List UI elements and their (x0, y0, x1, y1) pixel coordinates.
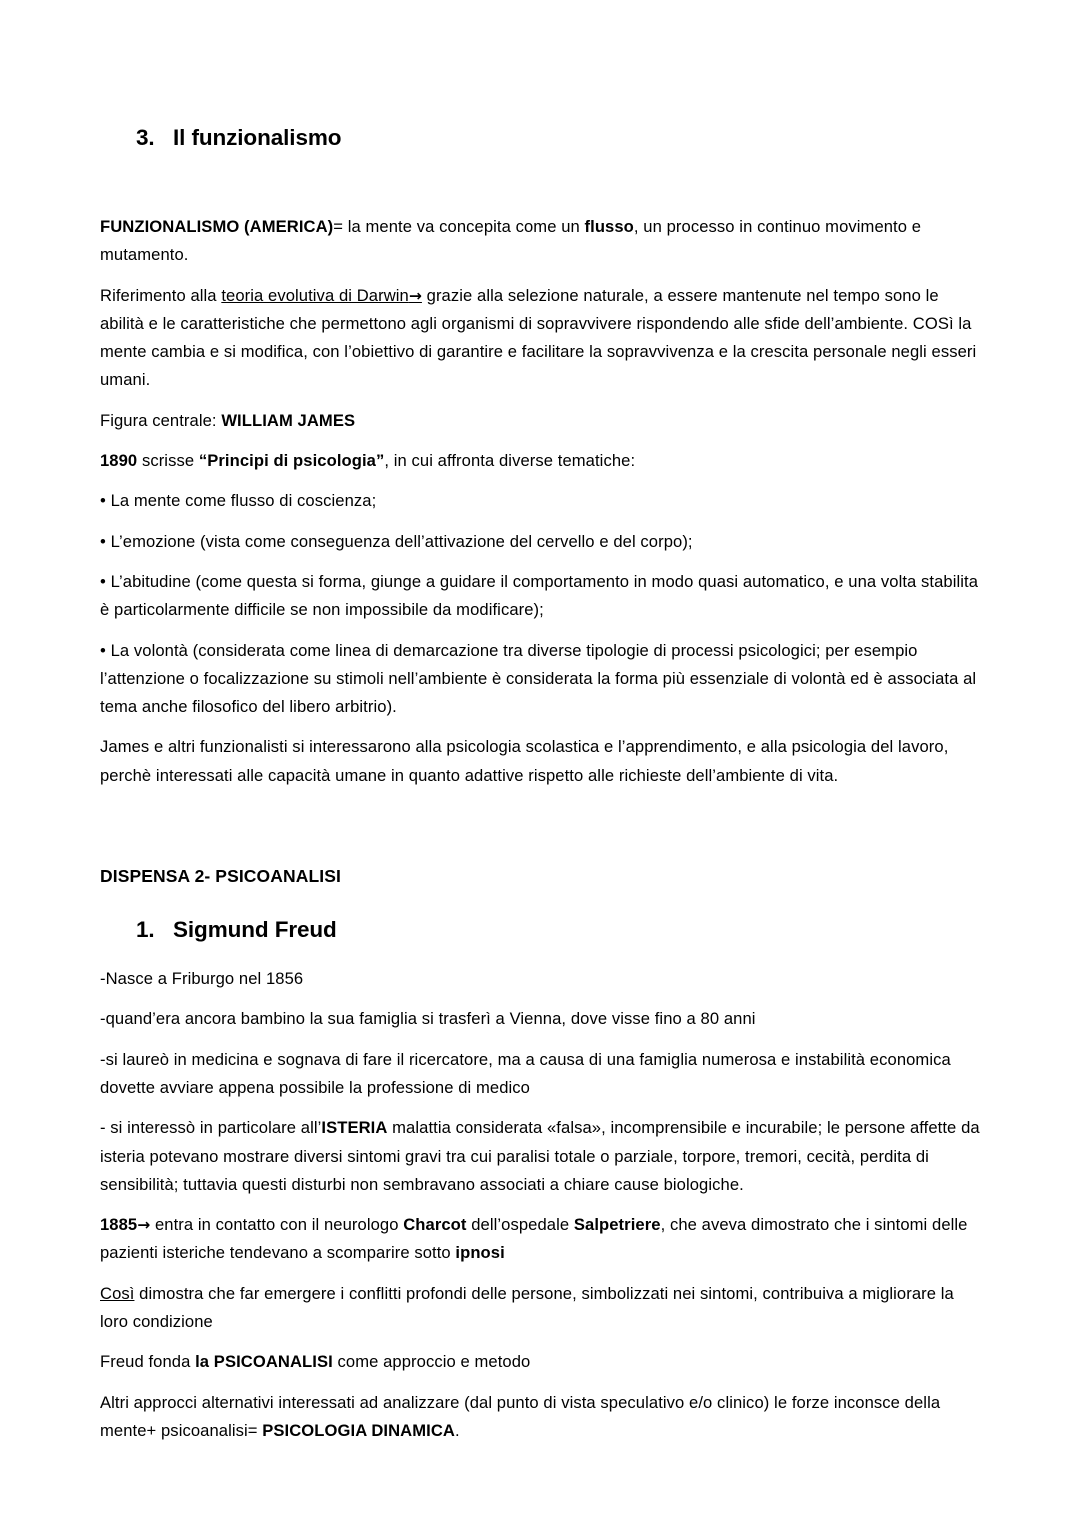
heading-text: Sigmund Freud (173, 917, 337, 943)
paragraph-darwin (100, 282, 980, 395)
underlined-cosi: Così (100, 1283, 135, 1303)
name-salpetriere: Salpetriere (573, 1215, 661, 1235)
paragraph-1890 (100, 447, 980, 475)
text-altri-lead: Altri approcci alternativi interessati ad analizzare (dal punto di vista speculativo e/o clinico) le forze inconsce della mente+ psicoanalisi= (100, 1392, 941, 1440)
heading-dispensa-2: DISPENSA 2- PSICOANALISI (100, 866, 341, 887)
name-william-james: WILLIAM JAMES (221, 410, 356, 430)
text-isteria-lead: - si interessò in particolare all’ (100, 1118, 322, 1138)
text-funzionalismo-part1: = la mente va concepita come un (333, 217, 585, 236)
heading-text: Il funzionalismo (173, 125, 342, 150)
title-principi-di-psicologia: “Principi di psicologia” (198, 451, 385, 471)
paragraph-funzionalismo-definizione (100, 213, 980, 270)
term-isteria: ISTERIA (321, 1118, 388, 1138)
text-darwin-lead: Riferimento alla (100, 285, 222, 305)
paragraph-figura-centrale (100, 407, 980, 435)
heading-sigmund-freud (136, 917, 980, 943)
term-funzionalismo-america: FUNZIONALISMO (AMERICA) (100, 217, 334, 236)
text-altri-end: . (454, 1420, 460, 1440)
heading-number: 3. (136, 125, 155, 150)
paragraph-freud-fonda-psicoanalisi (100, 1348, 980, 1376)
list-item-emozione: • L’emozione (vista come conseguenza dell’attivazione del cervello e del corpo); (100, 531, 693, 551)
paragraph-freud-laurea: -si laureò in medicina e sognava di fare il ricercatore, ma a causa di una famiglia numerosa e instabilità economica dovette avviare appena possibile la professione di medico (100, 1049, 951, 1097)
term-la-psicoanalisi: la PSICOANALISI (195, 1352, 333, 1372)
list-item-volonta: • La volontà (considerata come linea di demarcazione tra diverse tipologie di processi psicologici; per esempio l’attenzione o focalizzazione su stimoli nell’ambiente è considerata la forma più essenziale di volontà ed è associata al tema anche filosofico del libero arbitrio). (100, 640, 977, 717)
term-psicologia-dinamica: PSICOLOGIA DINAMICA (262, 1420, 455, 1440)
list-item-mente-flusso: • La mente come flusso di coscienza; (100, 491, 377, 511)
arrow-icon: → (408, 286, 422, 305)
list-item-abitudine: • L’abitudine (come questa si forma, giunge a guidare il comportamento in modo quasi automatico, e una volta stabilita è particolarmente difficile se non impossibile da modificare); (100, 571, 979, 620)
term-flusso: flusso (584, 217, 634, 236)
underlined-teoria-evolutiva-darwin: teoria evolutiva di Darwin (221, 285, 409, 305)
term-ipnosi: ipnosi (455, 1243, 505, 1263)
paragraph-james-funzionalisti: James e altri funzionalisti si interessarono alla psicologia scolastica e l’apprendimento, e alla psicologia del lavoro, perchè interessati alle capacità umane in quanto adattive rispetto alle richieste dell’ambiente di vita. (100, 737, 949, 785)
text-fonda-rest: come approccio e metodo (332, 1352, 531, 1372)
name-charcot: Charcot (403, 1215, 467, 1235)
text-1885-part1: entra in contatto con il neurologo (150, 1215, 404, 1235)
text-1885-part2: dell’ospedale (466, 1215, 574, 1235)
paragraph-isteria (100, 1114, 980, 1199)
text-1890-part1: scrisse (137, 451, 199, 471)
paragraph-freud-nascita: -Nasce a Friburgo nel 1856 (100, 969, 304, 989)
heading-il-funzionalismo (136, 125, 980, 151)
paragraph-psicologia-dinamica (100, 1389, 980, 1446)
document-content (100, 0, 980, 1445)
year-1885: 1885 (100, 1215, 138, 1235)
text-isteria-rest: malattia considerata «falsa», incomprensibile e incurabile; le persone affette da isteria potevano mostrare diversi sintomi gravi tra cui paralisi totale o parziale, torpore, tremori, cecità, perdita di sensibilità; tuttavia questi disturbi non sembravano associati a chiare cause biologiche. (100, 1118, 980, 1194)
text-funzionalismo-part2: , un processo in continuo movimento e mutamento. (100, 217, 922, 265)
text-1885-part3: , che aveva dimostrato che i sintomi delle pazienti isteriche tendevano a scomparire sotto (100, 1215, 968, 1263)
paragraph-cosi-dimostra (100, 1280, 980, 1337)
paragraph-1885-charcot (100, 1211, 980, 1268)
label-figura-centrale: Figura centrale: (100, 410, 222, 430)
text-1890-part2: , in cui affronta diverse tematiche: (384, 451, 636, 471)
heading-number: 1. (136, 917, 155, 943)
text-fonda-lead: Freud fonda (100, 1352, 196, 1372)
text-cosi-rest: dimostra che far emergere i conflitti profondi delle persone, simbolizzati nei sintomi, contribuiva a migliorare la loro condizione (100, 1283, 954, 1332)
arrow-icon: → (137, 1216, 151, 1235)
paragraph-freud-vienna: -quand’era ancora bambino la sua famiglia si trasferì a Vienna, dove visse fino a 80 anni (100, 1009, 756, 1029)
text-darwin-rest: grazie alla selezione naturale, a essere mantenute nel tempo sono le abilità e le caratteristiche che permettono agli organismi di sopravvivere rispondendo alle sfide dell’ambiente. COSì la mente cambia e si modifica, con l’obiettivo di garantire e facilitare la sopravvivenza e la crescita personale negli esseri umani. (100, 285, 977, 390)
year-1890: 1890 (100, 451, 138, 471)
